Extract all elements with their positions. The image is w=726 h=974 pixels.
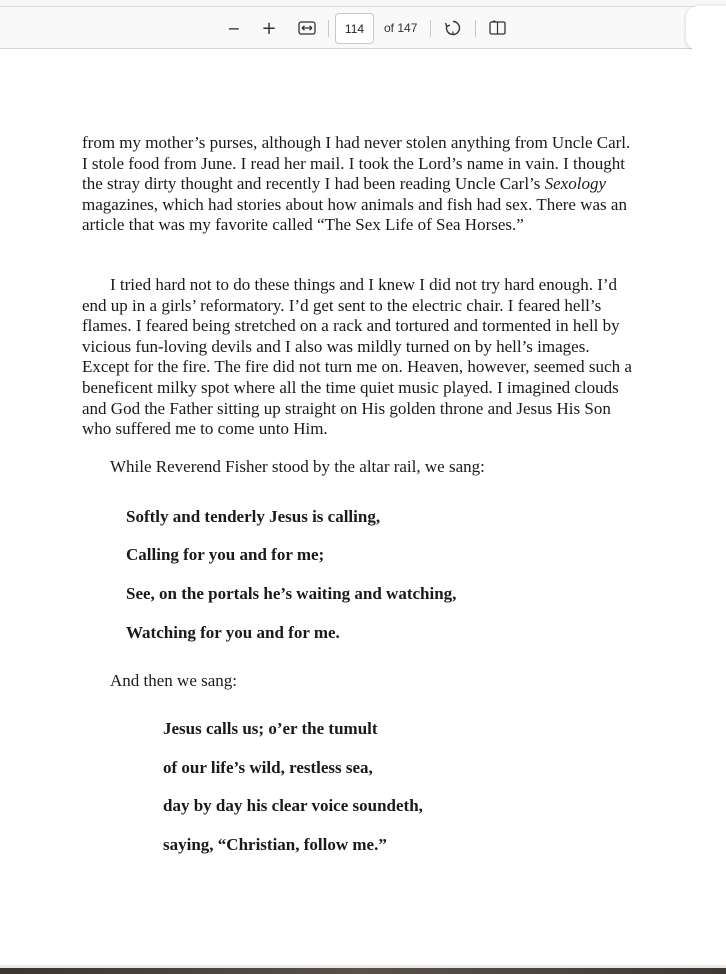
page-number-input[interactable] (335, 13, 374, 44)
page-view-icon (489, 20, 507, 36)
plus-icon: + (261, 17, 277, 39)
document-page (0, 49, 726, 965)
italic-title: Sexology (544, 174, 606, 194)
hymn-1-line-2: Calling for you and for me; (126, 545, 325, 564)
paragraph-2: I tried hard not to do these things and I knew I did not try hard enough. I’d end up in a girls’ reformatory. I’d get sent to the electric chair. I feared hell’s flames. I feared being stretched on a rack and tortured and tormented in hell by vicious fun-loving devils and I also was mildly turned on by hell’s images. Except for the fire. The fire did not turn me on. Heaven, however, seemed such a beneficent milky spot where all the time quiet music played. I imagined clouds and God the Father sitting up straight on His golden throne and Jesus His Son who suffered me to come unto Him. (82, 275, 632, 439)
paragraph-text: magazines, which had stories about how animals and fish had sex. There was an article that was my favorite called “The Sex Life of Sea Horses.” (82, 194, 627, 235)
floating-panel (686, 6, 726, 50)
taskbar-strip (0, 965, 726, 974)
fit-width-button[interactable] (294, 15, 320, 41)
minus-icon: − (227, 18, 241, 38)
fit-width-icon (298, 21, 316, 35)
hymn-2-line-3: day by day his clear voice soundeth, (163, 796, 423, 815)
hymn-intro: While Reverend Fisher stood by the altar rail, we sang: (110, 457, 485, 476)
toolbar-separator (475, 20, 476, 37)
hymn-1-line-3: See, on the portals he’s waiting and watching, (126, 584, 457, 603)
hymn-2-line-2: of our life’s wild, restless sea, (163, 758, 373, 777)
pdf-toolbar (0, 6, 726, 49)
toolbar-separator (328, 20, 329, 37)
rotate-icon (444, 19, 462, 37)
hymn-intro-2: And then we sang: (110, 671, 238, 690)
zoom-in-button[interactable] (256, 15, 282, 41)
hymn-2-line-1: Jesus calls us; o’er the tumult (163, 719, 378, 738)
page-view-button[interactable] (485, 15, 511, 41)
paragraph-text: from my mother’s purses, although I had never stolen anything from Uncle Carl. I stole food from June. I read her mail. I took the Lord’s name in vain. I thought the stray dirty thought and recently I had been reading Uncle Carl’s (82, 133, 631, 194)
page-total-label: of 147 (384, 21, 418, 35)
hymn-2-line-4: saying, “Christian, follow me.” (163, 835, 387, 854)
rotate-button[interactable] (440, 15, 466, 41)
zoom-out-button[interactable] (221, 15, 247, 41)
hymn-1-line-4: Watching for you and for me. (126, 623, 340, 642)
paragraph-1 (82, 133, 632, 236)
toolbar-separator (430, 20, 431, 37)
hymn-1-line-1: Softly and tenderly Jesus is calling, (126, 507, 381, 526)
